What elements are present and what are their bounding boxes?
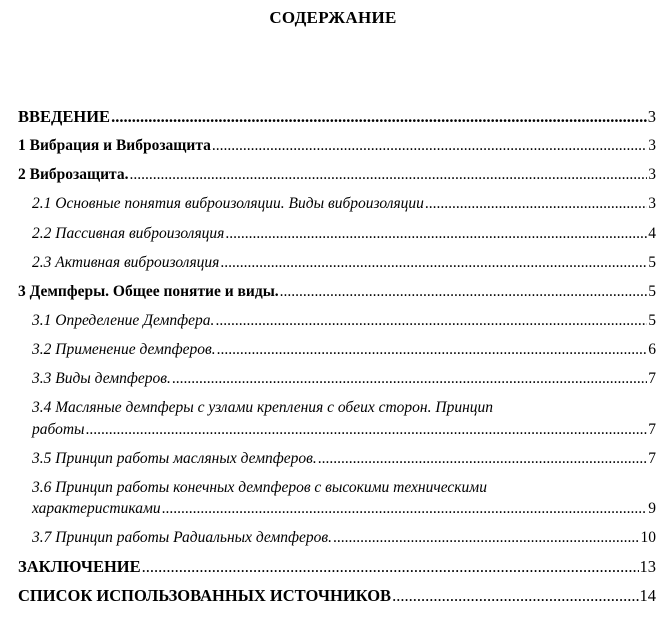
toc-entry-page: 10 [640, 529, 656, 546]
dot-leader [217, 340, 648, 359]
toc-entry-title: 2.1 Основные понятия виброизоляции. Виды виброизоляции [32, 195, 424, 212]
toc-entry-title: 3 Демпферы. Общее понятие и виды. [18, 283, 279, 300]
page-title: СОДЕРЖАНИЕ [269, 8, 397, 27]
toc-entry-page: 7 [648, 421, 656, 438]
toc-entry-page: 5 [648, 312, 656, 329]
dot-leader [212, 136, 647, 155]
dot-leader [215, 311, 647, 330]
toc-entry-title: работы [32, 421, 85, 438]
dot-leader [142, 557, 639, 576]
toc-entry-section-3-1[interactable] [32, 311, 656, 330]
dot-leader [225, 224, 647, 243]
toc-entry-title: 2.2 Пассивная виброизоляция [32, 225, 225, 242]
toc-entry-references[interactable] [18, 586, 656, 605]
toc-entry-page: 9 [648, 500, 656, 517]
dot-leader [333, 528, 639, 547]
toc-entry-section-2[interactable] [18, 165, 656, 184]
toc-entry-title: СПИСОК ИСПОЛЬЗОВАННЫХ ИСТОЧНИКОВ [18, 586, 392, 605]
toc-entry-page: 5 [648, 283, 656, 300]
toc-entry-title: ВВЕДЕНИЕ [18, 107, 111, 126]
toc-entry-title: характеристиками [32, 500, 161, 517]
toc-entry-section-3-4[interactable] [32, 420, 656, 439]
toc-entry-introduction[interactable] [18, 107, 656, 126]
dot-leader [280, 282, 648, 301]
toc-entry-title: 3.7 Принцип работы Радиальных демпферов. [32, 529, 333, 546]
toc-entry-section-2-2[interactable] [32, 224, 656, 243]
toc-entry-page: 7 [648, 370, 656, 387]
dot-leader [172, 369, 647, 388]
toc-entry-section-3-3[interactable] [32, 369, 656, 388]
toc-entry-conclusion[interactable] [18, 557, 656, 576]
toc-entry-page: 3 [648, 137, 656, 154]
toc-entry-page: 7 [648, 450, 656, 467]
toc-entry-section-3-7[interactable] [32, 528, 656, 547]
toc-entry-page: 13 [639, 557, 656, 576]
toc-entry-title: 3.2 Применение демпферов. [32, 341, 216, 358]
toc-entry-title: ЗАКЛЮЧЕНИЕ [18, 557, 141, 576]
dot-leader [162, 499, 648, 518]
toc-entry-page: 4 [648, 225, 656, 242]
toc-entry-title: 2.3 Активная виброизоляция [32, 254, 220, 271]
dot-leader [425, 194, 647, 213]
toc-entry-title: 3.1 Определение Демпфера. [32, 312, 215, 329]
toc-entry-section-3-4-line1[interactable]: 3.4 Масляные демпферы с узлами крепления с обеих сторон. Принцип [32, 399, 494, 416]
toc-entry-page: 3 [647, 107, 656, 126]
toc-entry-title: 2 Виброзащита. [18, 166, 129, 183]
toc-entry-section-2-3[interactable] [32, 253, 656, 272]
toc-entry-section-3-2[interactable] [32, 340, 656, 359]
dot-leader [318, 449, 648, 468]
dot-leader [86, 420, 648, 439]
toc-entry-title: 1 Вибрация и Виброзащита [18, 137, 211, 154]
toc-entry-section-3-6[interactable] [32, 499, 656, 518]
toc-entry-title: 3.5 Принцип работы масляных демпферов. [32, 450, 317, 467]
toc-entry-page: 5 [648, 254, 656, 271]
toc-entry-section-2-1[interactable] [32, 194, 656, 213]
toc-entry-title: 3.3 Виды демпферов. [32, 370, 171, 387]
toc-entry-page: 3 [648, 166, 656, 183]
dot-leader [392, 586, 638, 605]
toc-entry-section-1[interactable] [18, 136, 656, 155]
toc-entry-section-3[interactable] [18, 282, 656, 301]
toc-entry-section-3-6-line1[interactable]: 3.6 Принцип работы конечных демпферов с высокими техническими [32, 479, 487, 496]
toc-entry-page: 3 [648, 195, 656, 212]
dot-leader [129, 165, 647, 184]
toc-entry-page: 14 [639, 586, 656, 605]
dot-leader [220, 253, 647, 272]
toc-entry-page: 6 [648, 341, 656, 358]
dot-leader [111, 107, 647, 126]
toc-entry-section-3-5[interactable] [32, 449, 656, 468]
